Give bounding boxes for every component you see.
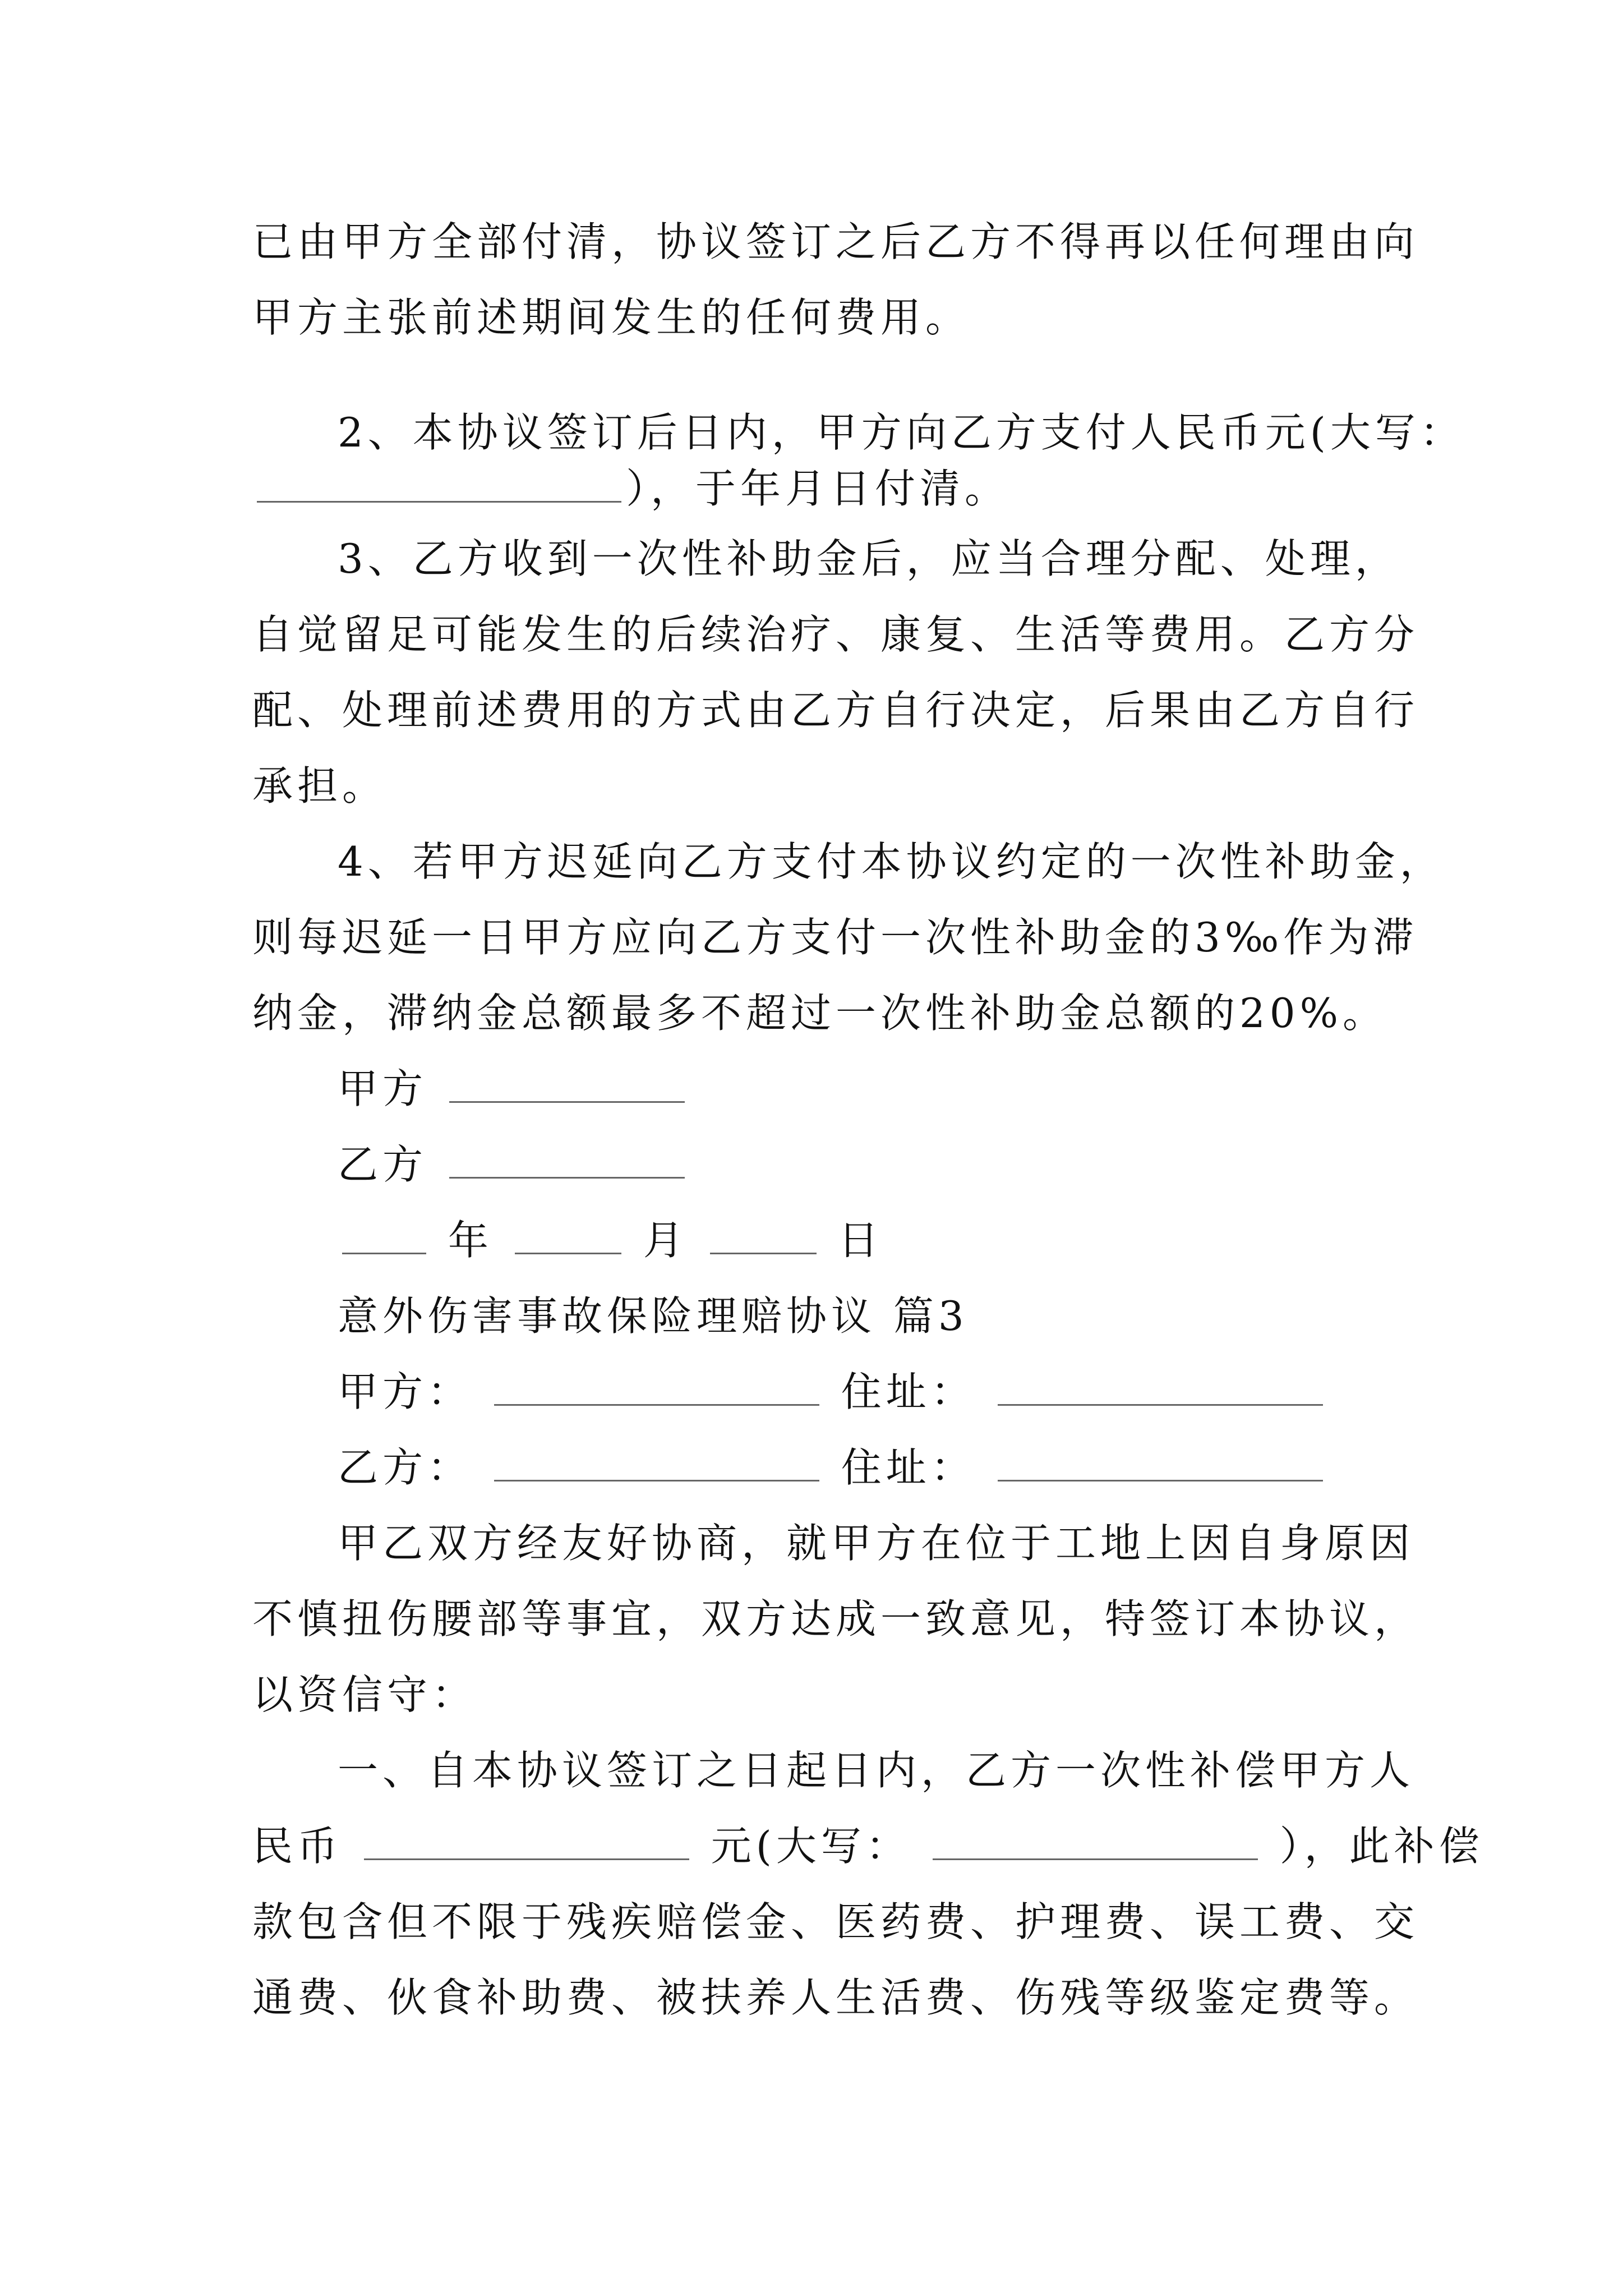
signature-line-a: [338, 1065, 689, 1112]
amount-blank: [364, 1826, 689, 1860]
address-label: 住址：: [841, 1444, 976, 1491]
text-line: 通费、伙食补助费、被扶养人生活费、伤残等级鉴定费等。: [252, 1974, 1419, 2021]
section-title: 意外伤害事故保险理赔协议 篇3: [338, 1292, 969, 1340]
month-label: 月: [643, 1217, 688, 1264]
blank-line: [252, 465, 1010, 512]
month-blank: [515, 1220, 621, 1254]
text-line: 甲乙双方经友好协商，就甲方在位于工地上因自身原因: [338, 1520, 1415, 1567]
text-segment: ），于年月日付清。: [626, 465, 1010, 512]
currency-label: 民币: [252, 1823, 343, 1870]
text-line: 自觉留足可能发生的后续治疗、康复、生活等费用。乙方分: [252, 611, 1419, 658]
party-b-colon-label: 乙方：: [338, 1444, 473, 1491]
day-label: 日: [838, 1217, 883, 1264]
text-line: 一、自本协议签订之日起日内，乙方一次性补偿甲方人: [338, 1747, 1415, 1794]
text-line: 不慎扭伤腰部等事宜，双方达成一致意见，特签订本协议，: [252, 1595, 1419, 1642]
text-line: 配、处理前述费用的方式由乙方自行决定，后果由乙方自行: [252, 687, 1419, 734]
party-a-label: 甲方: [338, 1065, 428, 1112]
party-b-address-line: [338, 1444, 1327, 1491]
date-line: [338, 1217, 883, 1264]
amount-in-words-label: 元(大写：: [711, 1823, 911, 1870]
text-line: 4、若甲方迟延向乙方支付本协议约定的一次性补助金，: [338, 838, 1445, 885]
text-segment: ），此补偿: [1279, 1823, 1484, 1870]
party-a-address-line: [338, 1368, 1327, 1415]
text-line: 甲方主张前述期间发生的任何费用。: [252, 294, 971, 341]
year-blank: [342, 1220, 426, 1254]
address-blank: [998, 1447, 1323, 1481]
party-b-label: 乙方: [338, 1141, 428, 1188]
text-line: 款包含但不限于残疾赔偿金、医药费、护理费、误工费、交: [252, 1898, 1419, 1945]
text-line: 纳金，滞纳金总额最多不超过一次性补助金总额的20%。: [252, 990, 1388, 1037]
day-blank: [710, 1220, 817, 1254]
amount-blank: [257, 468, 621, 503]
text-line: 以资信守：: [252, 1671, 477, 1718]
party-b-blank: [494, 1447, 819, 1481]
text-line: 已由甲方全部付清，协议签订之后乙方不得再以任何理由向: [252, 218, 1419, 265]
compensation-line: [252, 1823, 1484, 1870]
text-line: 则每迟延一日甲方应向乙方支付一次性补助金的3‰作为滞: [252, 914, 1418, 961]
party-a-blank: [494, 1372, 819, 1406]
amount-in-words-blank: [933, 1826, 1258, 1860]
address-label: 住址：: [841, 1368, 976, 1415]
text-line: 2、本协议签订后日内，甲方向乙方支付人民币元(大写：: [338, 409, 1465, 456]
year-label: 年: [448, 1217, 493, 1264]
party-b-signature-blank: [449, 1144, 685, 1179]
signature-line-b: [338, 1141, 689, 1188]
address-blank: [998, 1372, 1323, 1406]
text-line: 3、乙方收到一次性补助金后，应当合理分配、处理，: [338, 535, 1400, 582]
party-a-colon-label: 甲方：: [338, 1368, 473, 1415]
text-line: 承担。: [252, 762, 388, 809]
party-a-signature-blank: [449, 1069, 685, 1103]
